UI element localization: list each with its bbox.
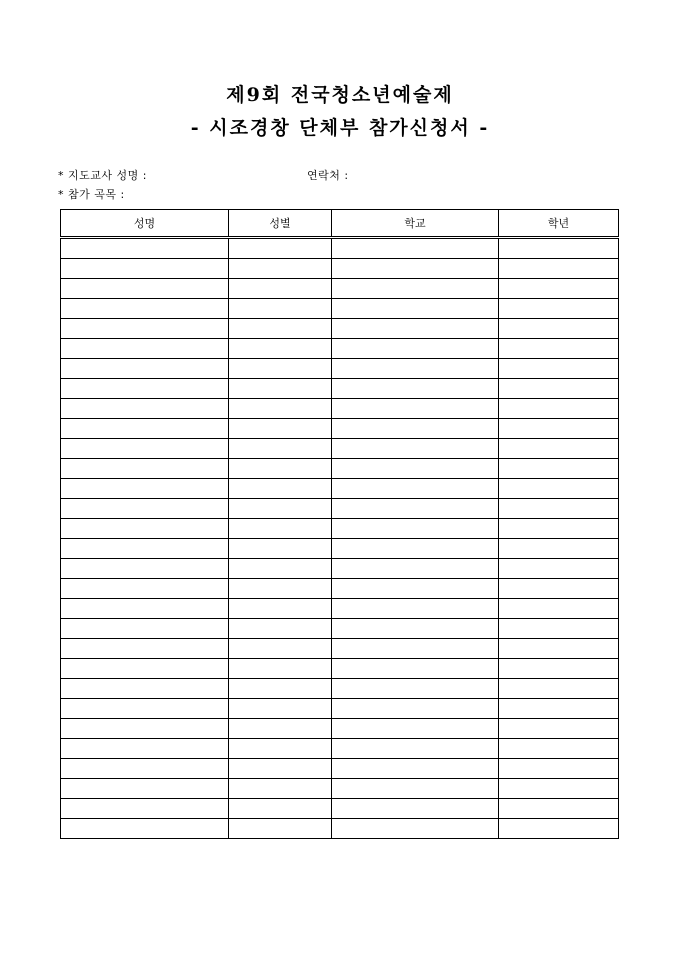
school-cell[interactable] xyxy=(332,379,499,399)
school-cell[interactable] xyxy=(332,579,499,599)
table-row xyxy=(61,519,619,539)
grade-cell[interactable] xyxy=(499,739,619,759)
gender-cell[interactable] xyxy=(229,379,332,399)
grade-cell[interactable] xyxy=(499,419,619,439)
name-cell[interactable] xyxy=(61,619,229,639)
grade-cell[interactable] xyxy=(499,819,619,839)
gender-cell[interactable] xyxy=(229,299,332,319)
form-subtitle: - 시조경창 단체부 참가신청서 - xyxy=(190,117,490,139)
table-row xyxy=(61,459,619,479)
school-cell[interactable] xyxy=(332,679,499,699)
grade-cell[interactable] xyxy=(499,759,619,779)
gender-cell[interactable] xyxy=(229,279,332,299)
grade-cell[interactable] xyxy=(499,619,619,639)
school-cell[interactable] xyxy=(332,299,499,319)
school-cell[interactable] xyxy=(332,259,499,279)
grade-cell[interactable] xyxy=(499,339,619,359)
grade-cell[interactable] xyxy=(499,639,619,659)
teacher-name-label: * 지도교사 성명 : xyxy=(58,169,147,182)
table-row xyxy=(61,759,619,779)
table-row xyxy=(61,238,619,259)
name-cell[interactable] xyxy=(61,559,229,579)
gender-cell[interactable] xyxy=(229,799,332,819)
school-cell[interactable] xyxy=(332,739,499,759)
table-row xyxy=(61,379,619,399)
grade-cell[interactable] xyxy=(499,579,619,599)
school-cell[interactable] xyxy=(332,819,499,839)
gender-cell[interactable] xyxy=(229,599,332,619)
name-cell[interactable] xyxy=(61,799,229,819)
grade-cell[interactable] xyxy=(499,279,619,299)
grade-cell[interactable] xyxy=(499,679,619,699)
table-row xyxy=(61,479,619,499)
name-cell[interactable] xyxy=(61,259,229,279)
school-cell[interactable] xyxy=(332,619,499,639)
gender-cell[interactable] xyxy=(229,719,332,739)
name-cell[interactable] xyxy=(61,659,229,679)
grade-cell[interactable] xyxy=(499,699,619,719)
gender-cell[interactable] xyxy=(229,699,332,719)
gender-cell[interactable] xyxy=(229,759,332,779)
name-cell[interactable] xyxy=(61,719,229,739)
grade-cell[interactable] xyxy=(499,539,619,559)
grade-cell[interactable] xyxy=(499,779,619,799)
table-body xyxy=(61,238,619,839)
gender-cell[interactable] xyxy=(229,739,332,759)
name-cell[interactable] xyxy=(61,359,229,379)
school-cell[interactable] xyxy=(332,319,499,339)
name-cell[interactable] xyxy=(61,238,229,259)
table-row xyxy=(61,599,619,619)
table-row xyxy=(61,679,619,699)
gender-cell[interactable] xyxy=(229,779,332,799)
grade-cell[interactable] xyxy=(499,479,619,499)
table-row xyxy=(61,539,619,559)
name-cell[interactable] xyxy=(61,479,229,499)
name-cell[interactable] xyxy=(61,499,229,519)
grade-cell[interactable] xyxy=(499,559,619,579)
table-row xyxy=(61,799,619,819)
gender-cell[interactable] xyxy=(229,359,332,379)
grade-cell[interactable] xyxy=(499,319,619,339)
gender-cell[interactable] xyxy=(229,579,332,599)
grade-cell[interactable] xyxy=(499,799,619,819)
school-cell[interactable] xyxy=(332,419,499,439)
grade-cell[interactable] xyxy=(499,259,619,279)
grade-cell[interactable] xyxy=(499,379,619,399)
school-cell[interactable] xyxy=(332,779,499,799)
school-cell[interactable] xyxy=(332,719,499,739)
gender-cell[interactable] xyxy=(229,639,332,659)
grade-cell[interactable] xyxy=(499,439,619,459)
gender-cell[interactable] xyxy=(229,499,332,519)
gender-cell[interactable] xyxy=(229,539,332,559)
school-cell[interactable] xyxy=(332,399,499,419)
grade-cell[interactable] xyxy=(499,499,619,519)
name-cell[interactable] xyxy=(61,319,229,339)
contact-label: 연락처 : xyxy=(307,169,349,182)
gender-cell[interactable] xyxy=(229,319,332,339)
name-cell[interactable] xyxy=(61,779,229,799)
gender-cell[interactable] xyxy=(229,419,332,439)
grade-cell[interactable] xyxy=(499,599,619,619)
table-row xyxy=(61,559,619,579)
school-cell[interactable] xyxy=(332,238,499,259)
table-row xyxy=(61,619,619,639)
name-cell[interactable] xyxy=(61,419,229,439)
table-row xyxy=(61,359,619,379)
table-row xyxy=(61,259,619,279)
form-title: 제9회 전국청소년예술제 xyxy=(226,84,454,106)
name-cell[interactable] xyxy=(61,759,229,779)
gender-cell[interactable] xyxy=(229,819,332,839)
name-cell[interactable] xyxy=(61,299,229,319)
name-cell[interactable] xyxy=(61,579,229,599)
header-grade: 학년 xyxy=(499,210,619,238)
school-cell[interactable] xyxy=(332,799,499,819)
name-cell[interactable] xyxy=(61,739,229,759)
school-cell[interactable] xyxy=(332,519,499,539)
table-row xyxy=(61,319,619,339)
table-row xyxy=(61,699,619,719)
header-school: 학교 xyxy=(332,210,499,238)
school-cell[interactable] xyxy=(332,659,499,679)
name-cell[interactable] xyxy=(61,539,229,559)
table-row xyxy=(61,659,619,679)
table-row xyxy=(61,719,619,739)
table-header-row xyxy=(61,210,619,238)
gender-cell[interactable] xyxy=(229,439,332,459)
table-row xyxy=(61,499,619,519)
grade-cell[interactable] xyxy=(499,459,619,479)
grade-cell[interactable] xyxy=(499,359,619,379)
school-cell[interactable] xyxy=(332,439,499,459)
name-cell[interactable] xyxy=(61,379,229,399)
gender-cell[interactable] xyxy=(229,259,332,279)
school-cell[interactable] xyxy=(332,759,499,779)
school-cell[interactable] xyxy=(332,339,499,359)
name-cell[interactable] xyxy=(61,699,229,719)
name-cell[interactable] xyxy=(61,519,229,539)
table-row xyxy=(61,639,619,659)
table-row xyxy=(61,819,619,839)
name-cell[interactable] xyxy=(61,279,229,299)
school-cell[interactable] xyxy=(332,599,499,619)
school-cell[interactable] xyxy=(332,639,499,659)
table-row xyxy=(61,299,619,319)
header-name: 성명 xyxy=(61,210,229,238)
name-cell[interactable] xyxy=(61,639,229,659)
gender-cell[interactable] xyxy=(229,679,332,699)
participant-table xyxy=(60,209,619,839)
name-cell[interactable] xyxy=(61,399,229,419)
table-row xyxy=(61,419,619,439)
grade-cell[interactable] xyxy=(499,519,619,539)
name-cell[interactable] xyxy=(61,679,229,699)
gender-cell[interactable] xyxy=(229,238,332,259)
table-row xyxy=(61,399,619,419)
gender-cell[interactable] xyxy=(229,559,332,579)
table-row xyxy=(61,739,619,759)
gender-cell[interactable] xyxy=(229,399,332,419)
name-cell[interactable] xyxy=(61,459,229,479)
name-cell[interactable] xyxy=(61,439,229,459)
school-cell[interactable] xyxy=(332,479,499,499)
grade-cell[interactable] xyxy=(499,719,619,739)
gender-cell[interactable] xyxy=(229,459,332,479)
name-cell[interactable] xyxy=(61,819,229,839)
table-row xyxy=(61,439,619,459)
table-row xyxy=(61,339,619,359)
grade-cell[interactable] xyxy=(499,238,619,259)
school-cell[interactable] xyxy=(332,539,499,559)
gender-cell[interactable] xyxy=(229,479,332,499)
school-cell[interactable] xyxy=(332,359,499,379)
grade-cell[interactable] xyxy=(499,399,619,419)
table-row xyxy=(61,579,619,599)
school-cell[interactable] xyxy=(332,699,499,719)
table-row xyxy=(61,779,619,799)
school-cell[interactable] xyxy=(332,459,499,479)
gender-cell[interactable] xyxy=(229,519,332,539)
grade-cell[interactable] xyxy=(499,659,619,679)
name-cell[interactable] xyxy=(61,599,229,619)
name-cell[interactable] xyxy=(61,339,229,359)
gender-cell[interactable] xyxy=(229,619,332,639)
school-cell[interactable] xyxy=(332,499,499,519)
piece-label: * 참가 곡목 : xyxy=(58,188,125,201)
school-cell[interactable] xyxy=(332,559,499,579)
table-row xyxy=(61,279,619,299)
grade-cell[interactable] xyxy=(499,299,619,319)
gender-cell[interactable] xyxy=(229,339,332,359)
school-cell[interactable] xyxy=(332,279,499,299)
gender-cell[interactable] xyxy=(229,659,332,679)
header-gender: 성별 xyxy=(229,210,332,238)
